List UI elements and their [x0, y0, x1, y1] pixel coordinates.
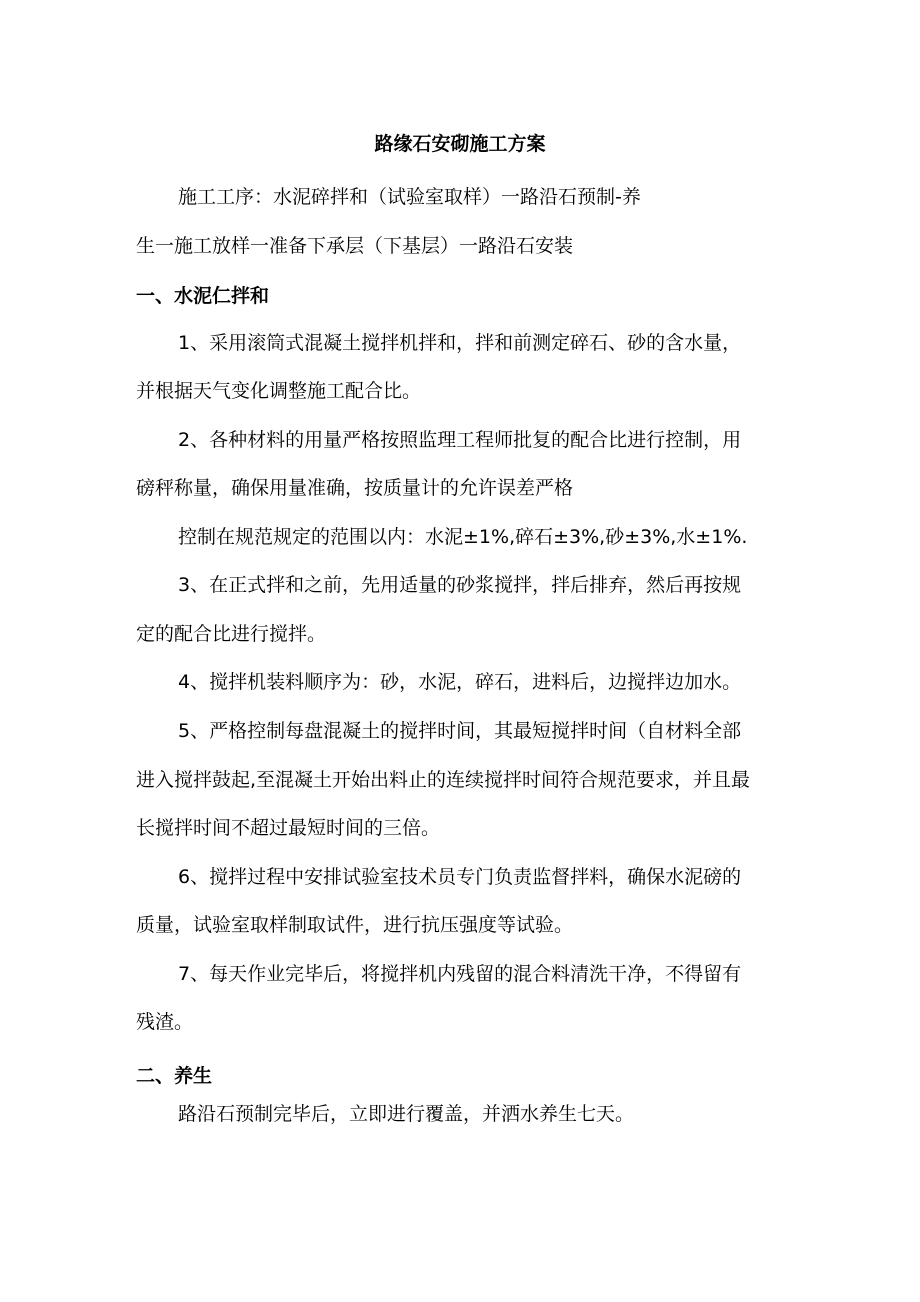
s1-para-7-line-2: 残渣。 [136, 1011, 194, 1033]
section-1-heading: 一、水泥仁拌和 [136, 285, 270, 307]
s1-para-6-line-2: 质量，试验室取样制取试件，进行抗压强度等试验。 [136, 914, 574, 936]
s1-para-2-line-1: 2、各种材料的用量严格按照监理工程师批复的配合比进行控制，用 [178, 429, 742, 451]
document-title: 路缘石安砌施工方案 [374, 133, 546, 155]
s1-para-5-line-2: 进入搅拌鼓起,至混凝土开始出料止的连续搅拌时间符合规范要求，并且最 [136, 769, 751, 791]
s1-para-1-line-1: 1、采用滚筒式混凝土搅拌机拌和，拌和前测定碎石、砂的含水量， [178, 332, 742, 354]
s1-para-6-line-1: 6、搅拌过程中安排试验室技术员专门负责监督拌料，确保水泥磅的 [178, 866, 742, 888]
process-line-2: 生一施工放样一准备下承层（下基层）一路沿石安装 [136, 235, 574, 257]
s2-para-1-line-1: 路沿石预制完毕后，立即进行覆盖，并洒水养生七天。 [178, 1103, 635, 1125]
s1-para-2-line-2: 磅秤称量，确保用量准确，按质量计的允许误差严格 [136, 477, 574, 499]
process-line-1: 施工工序：水泥碎拌和（试验室取样）一路沿石预制-养 [178, 186, 641, 208]
s1-para-1-line-2: 并根据天气变化调整施工配合比。 [136, 380, 422, 402]
s1-para-5-line-1: 5、严格控制每盘混凝土的搅拌时间，其最短搅拌时间（自材料全部 [178, 720, 742, 742]
s1-para-4-line-1: 4、搅拌机装料顺序为：砂，水泥，碎石，进料后，边搅拌边加水。 [178, 671, 742, 693]
s1-para-7-line-1: 7、每天作业完毕后，将搅拌机内残留的混合料清洗干净，不得留有 [178, 963, 742, 985]
s1-para-5-line-3: 长搅拌时间不超过最短时间的三倍。 [136, 817, 441, 839]
s1-para-2-line-3: 控制在规范规定的范围以内：水泥±1%,碎石±3%,砂±3%,水±1%. [178, 526, 748, 548]
s1-para-3-line-1: 3、在正式拌和之前，先用适量的砂浆搅拌，拌后排弃，然后再按规 [178, 574, 742, 596]
section-2-heading: 二、养生 [136, 1065, 213, 1087]
s1-para-3-line-2: 定的配合比进行搅拌。 [136, 623, 327, 645]
